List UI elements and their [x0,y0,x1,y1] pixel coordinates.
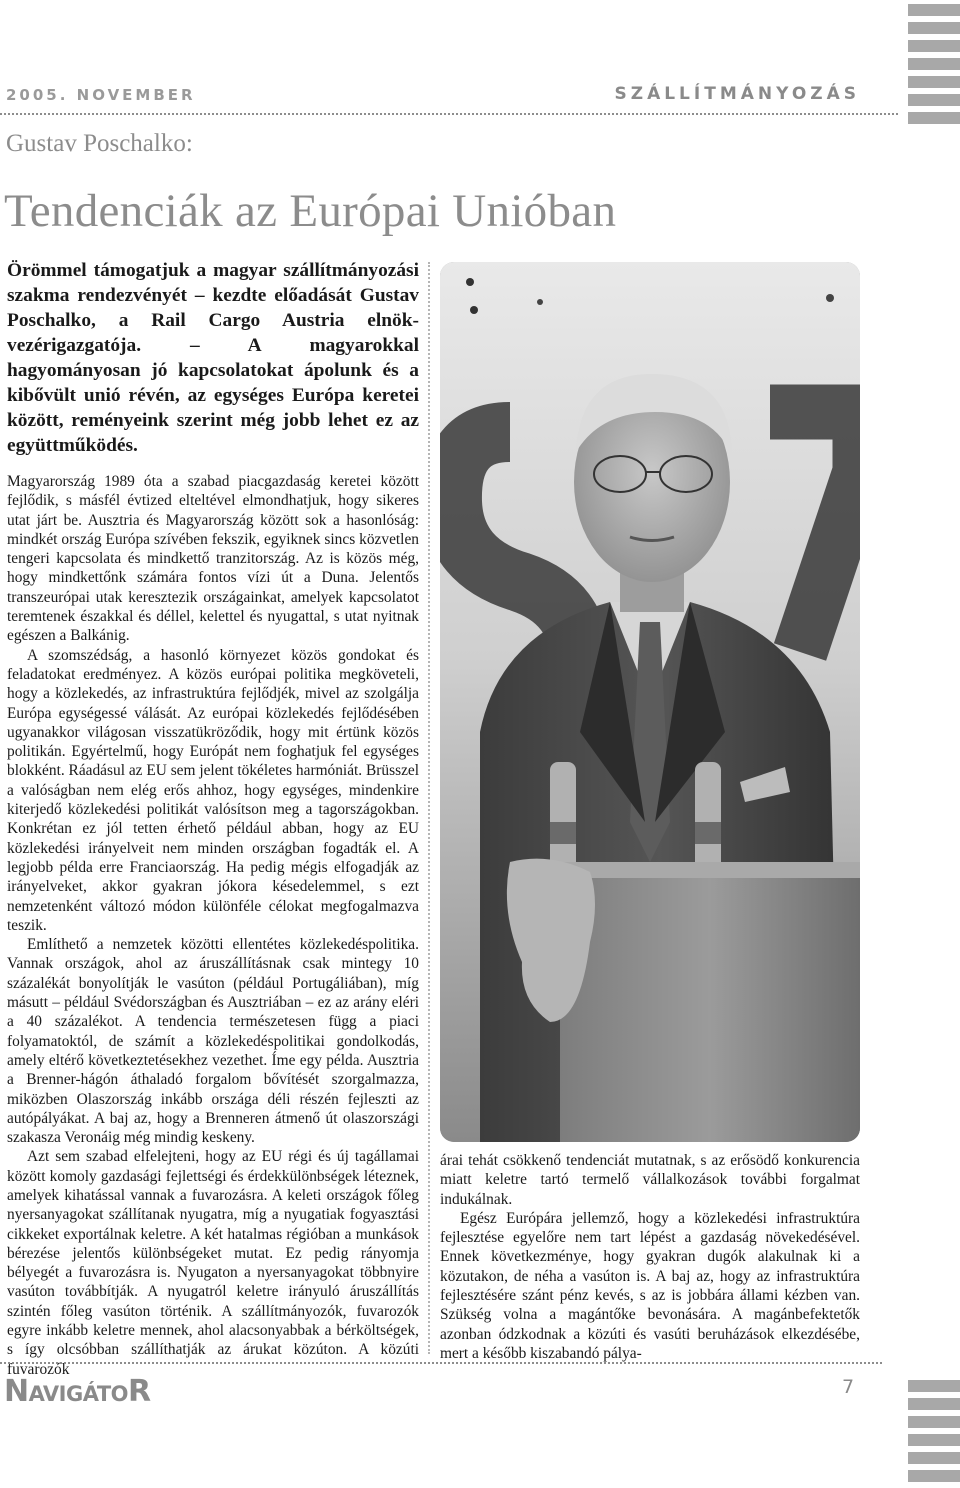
left-body [7,472,419,1379]
section-name: SZÁLLÍTMÁNYOZÁS [614,84,860,104]
paragraph: Egész Európára jellemző, hogy a közlekedési infrastruktúra fejlesztése egyelőre nem tart lépést a gazdaság növekedésével. Ennek következménye, hogy gyakran dugók alakulnak ki a közutakon, de néha a vasúton is. A baj az, hogy az infrastruktúra fejlesztésére szánt pénz kevés, s az is jobbára állami kézben van. Szükség volna a magántőke bevonására. A magánbefektetők azonban ódzkodnak a közúti és vasúti beruházások elkezdésébe, mert a később kiszabandó pálya- [440,1209,860,1362]
right-body [440,1151,860,1363]
paragraph: A szomszédság, a hasonló környezet közös gondokat és feladatokat eredményez. A közös európai politika megköveteli, hogy a közlekedés, az infrastruktúra fejlődjék, mivel az szolgálja Európa egységessé válását. Az európai közlekedés fejlődésében ugyanakkor világosan visszatükröződik, hogy mit értünk közös politikán. Egyértelmű, hogy Európát nem foghatjuk fel egységes blokként. Ráadásul az EU sem jelent tökéletes harmóniát. Brüsszel a valóságban nem elég erős ahhoz, hogy egységes, mindenkire kiterjedő közlekedési politikát valósítson meg a tagországokban. Konkrétan ez jól tetten érhető például abban, hogy az EU közlekedési irányelveit nem minden országban fogadták el. A legjobb példa erre Franciaország. Ha pedig mégis elfogadják az irányelveket, akkor gyakran jókora késedelemmel, s ezt nemzetenként változó módon különféle célokat megfogalmazva teszik. [7,646,420,934]
decorative-stripes [908,0,960,140]
decorative-stripes-bottom [908,1380,960,1488]
photo-illustration [440,262,860,1142]
article-lead: Örömmel támogatjuk a magyar szállítmányozási szakma rendezvényét – kezdte előadását Gustav Poschalko, a Rail Cargo Austria elnök-vezérigazgatója. – A magyarokkal hagyományosan jó kapcsolatokat ápolunk és a kibővült unió révén, az egységes Európa keretei között, reményeink szerint még jobb lehet ez az együttműködés. [7,260,419,456]
left-column [7,258,419,1379]
speaker-photo [440,262,860,1142]
paragraph: Azt sem szabad elfelejteni, hogy az EU régi és új tagállamai között komoly gazdasági fejlettségi és érdekkülönbségek léteznek, amelyek kihatással vannak a fuvarozásra. A keleti országok főleg nyersanyagokat szállítanak nyugatra, míg a nyugatiak fogyasztási cikkeket exportálnak keletre. A két hatalmas régióban a munkások bérezése jelentős különbségeket mutat. Ez pedig rányomja bélyegét a fuvarozásra is. Nyugaton a nyersanyagokat többnyire vasúton továbbítják. A nyugatról keletre irányuló áruszállítás szintén főleg vasúton történik. A szállítmányozók, fuvarozók egyre inkább keletre mennek, ahol alacsonyabbak a bérköltségek, s így olcsóbban szállíthatják az árukat közúton. A közúti fuvarozók [7,1148,419,1378]
page-number: 7 [842,1376,855,1398]
article-title: Tendenciák az Európai Unióban [4,185,617,237]
right-column [440,1151,860,1363]
issue-date: 2005. NOVEMBER [6,86,196,104]
magazine-logo: NavigátoR [4,1374,151,1409]
column-separator [428,262,430,1354]
article-author: Gustav Poschalko: [6,130,193,157]
paragraph: Említhető a nemzetek közötti ellentétes közlekedéspolitika. Vannak országok, ahol az áruszállításnak csak mintegy 10 százalékát bonyolítják le vasúton (például Portugáliában), míg másutt – például Svédországban és Ausztriában – ez az arány eléri a 40 százalékot. A tendencia természetesen függ a piaci folyamatoktól, de számít a közlekedéspolitikai gondolkodás, amely eltérő következtetésekhez vezethet. Íme egy példa. Ausztria a Brenner-hágón áthaladó forgalom bővítését szorgalmazza, miközben Olaszország inkább országa déli részén fejleszti az autópályákat. A baj az, hogy a Brenneren átmenő út olaszországi szakasza Veronáig még mindig keskeny. [7,936,419,1147]
paragraph: Magyarország 1989 óta a szabad piacgazdaság keretei között fejlődik, s másfél évtized elteltével elmondhatjuk, hogy sikeres utat járt be. Ausztria és Magyarország között sok a hasonlóság: mindkét ország Európa szívében fekszik, egyiknek sincs közvetlen tengeri kapcsolata és mindkettő tranzitország. Az is közös még, hogy mindkettőnk számára fontos vízi út a Duna. Jelentős transzeurópai utak keresztezik országainkat, amelyek kapcsolatot teremtenek északkal és déllel, kelettel és nyugattal, s utat nyitnak egészen a Balkánig. [7,473,419,645]
header-rule [0,113,898,115]
footer-rule [0,1362,882,1364]
paragraph: árai tehát csökkenő tendenciát mutatnak, s az erősödő konkurencia miatt keletre tartó termelő vállalkozások további forgalmat indukálnak. [440,1152,860,1208]
